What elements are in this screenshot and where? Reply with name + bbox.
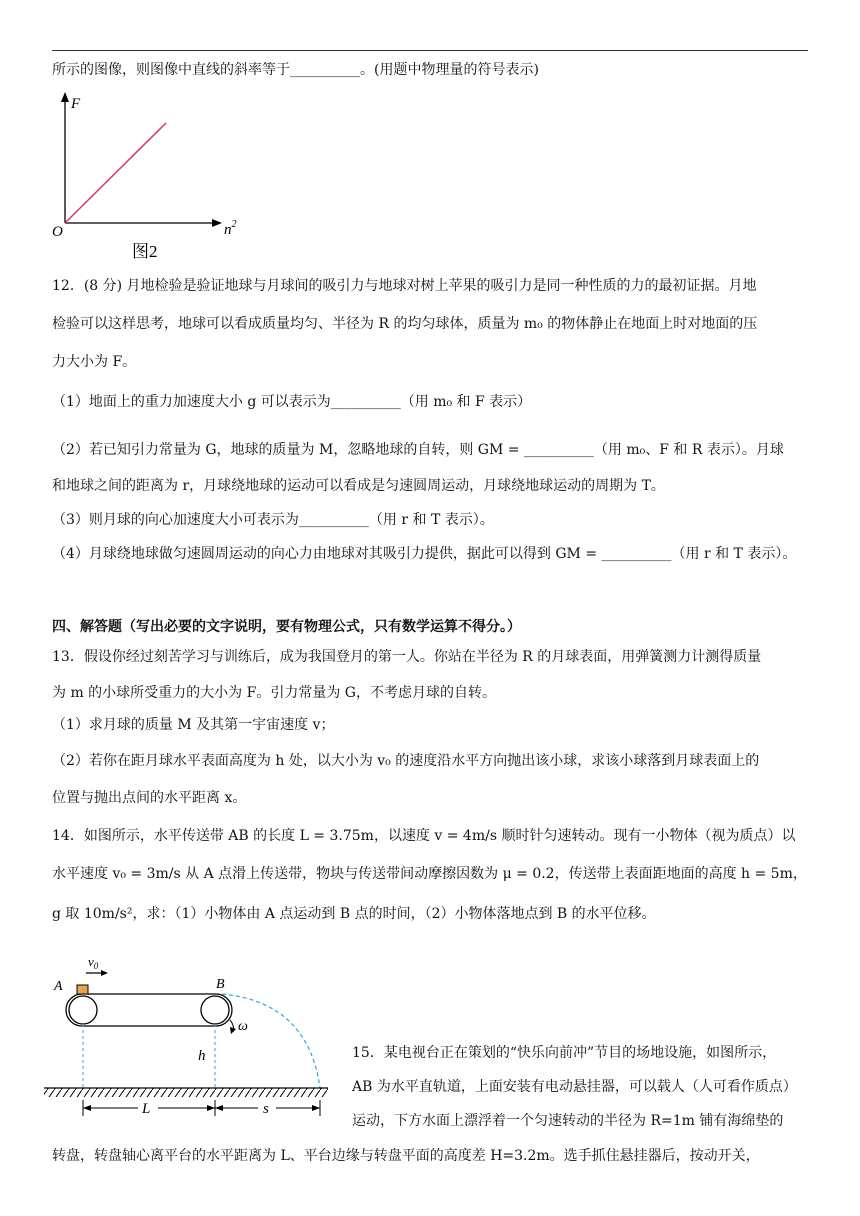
conveyor-belt-figure <box>40 950 340 1120</box>
text-line: 15．某电视台正在策划的“快乐向前冲”节目的场地设施，如图所示， <box>352 1045 777 1061</box>
section-heading: 四、解答题（写出必要的文字说明，要有物理公式，只有数学运算不得分。） <box>52 619 521 635</box>
data-line <box>65 123 166 223</box>
h-label: h <box>198 1048 206 1064</box>
x-axis-label: $n^2$ <box>224 219 237 238</box>
block <box>77 985 88 994</box>
origin-label: O <box>52 224 63 240</box>
text-line: （4）月球绕地球做匀速圆周运动的向心力由地球对其吸引力提供，据此可以得到 GM = __________（用 r 和 T 表示）。 <box>52 546 797 562</box>
point-b-label: B <box>216 977 225 992</box>
figure-caption: 图2 <box>132 242 158 261</box>
text-line: 13．假设你经过刻苦学习与训练后，成为我国登月的第一人。你站在半径为 R 的月球表面，用弹簧测力计测得质量 <box>52 649 762 665</box>
right-pulley <box>201 996 229 1024</box>
x-axis-arrow-icon <box>212 219 222 227</box>
text-line: （3）则月球的向心加速度大小可表示为__________（用 r 和 T 表示）。 <box>52 512 494 528</box>
text-line: 水平速度 v₀ = 3m/s 从 A 点滑上传送带，物块与传送带间动摩擦因数为 μ = 0.2，传送带上表面距地面的高度 h = 5m， <box>52 866 807 882</box>
figure-2-graph <box>48 90 258 265</box>
text-line: g 取 10m/s²，求：（1）小物体由 A 点运动到 B 点的时间，（2）小物体落地点到 B 的水平位移。 <box>52 906 656 922</box>
header-rule <box>52 50 808 51</box>
text-line: （2）若你在距月球水平表面高度为 h 处，以大小为 v₀ 的速度沿水平方向抛出该小球，求该小球落到月球表面上的 <box>52 753 760 769</box>
point-a-label: A <box>54 979 63 994</box>
text-line: （1）地面上的重力加速度大小 g 可以表示为__________（用 m₀ 和 F 表示） <box>52 394 532 410</box>
text-line: 和地球之间的距离为 r，月球绕地球的运动可以看成是匀速圆周运动，月球绕地球运动的周期为 T。 <box>52 478 665 494</box>
ground-hatch <box>44 1088 328 1097</box>
text-line: 所示的图像，则图像中直线的斜率等于__________。(用题中物理量的符号表示) <box>52 62 539 78</box>
v0-label: $v_0$ <box>88 954 99 971</box>
s-label: s <box>263 1101 269 1117</box>
left-pulley <box>69 996 97 1024</box>
y-axis-label: F <box>71 96 81 112</box>
text-line: 力大小为 F。 <box>52 354 137 370</box>
trajectory-arc <box>222 994 320 1088</box>
text-line: （2）若已知引力常量为 G，地球的质量为 M，忽略地球的自转，则 GM = __________（用 m₀、F 和 R 表示）。月球 <box>52 442 784 458</box>
y-axis-arrow-icon <box>61 92 69 102</box>
text-line: 位置与抛出点间的水平距离 x。 <box>52 790 247 806</box>
text-line: 12．(8 分) 月地检验是验证地球与月球间的吸引力与地球对树上苹果的吸引力是同一种性质的力的最初证据。月地 <box>52 278 757 294</box>
text-line: 检验可以这样思考，地球可以看成质量均匀、半径为 R 的均匀球体，质量为 m₀ 的物体静止在地面上时对地面的压 <box>52 316 758 332</box>
l-label: L <box>142 1101 151 1117</box>
text-line: 14．如图所示，水平传送带 AB 的长度 L = 3.75m，以速度 v = 4m/s 顺时针匀速转动。现有一小物体（视为质点）以 <box>52 828 796 844</box>
omega-label: ω <box>238 1019 248 1034</box>
text-line: 转盘，转盘轴心离平台的水平距离为 L、平台边缘与转盘平面的高度差 H=3.2m。选手抓住悬挂器后，按动开关， <box>52 1148 760 1164</box>
text-line: 为 m 的小球所受重力的大小为 F。引力常量为 G，不考虑月球的自转。 <box>52 685 496 701</box>
text-line: AB 为水平直轨道，上面安装有电动悬挂器，可以载人（人可看作质点） <box>352 1079 797 1095</box>
text-line: （1）求月球的质量 M 及其第一宇宙速度 v； <box>52 717 335 733</box>
text-line: 运动，下方水面上漂浮着一个匀速转动的半径为 R=1m 铺有海绵垫的 <box>352 1113 784 1129</box>
